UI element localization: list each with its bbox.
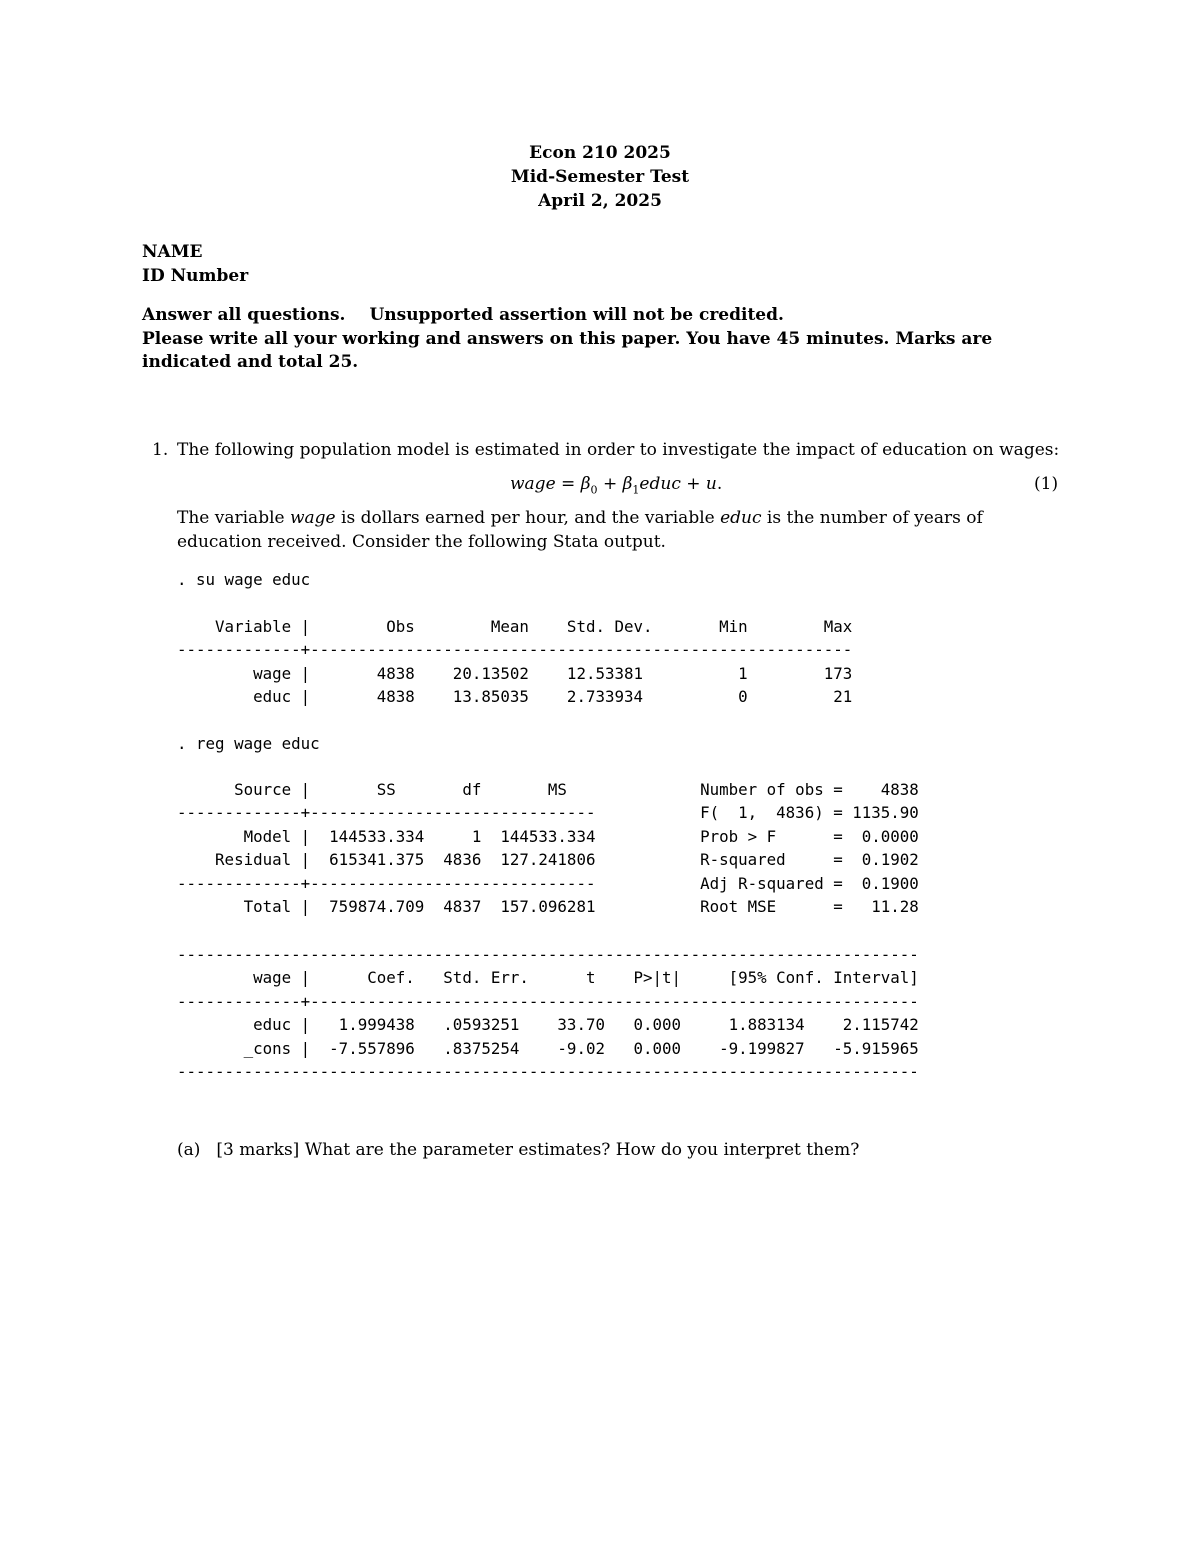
var-wage: wage bbox=[289, 508, 336, 528]
stata-regress-command: . reg wage educ bbox=[177, 734, 320, 753]
course-title: Econ 210 2025 bbox=[529, 143, 671, 163]
question-intro: The following population model is estimated in order to investigate the impact of education on wages: bbox=[177, 440, 1060, 460]
desc-text-c: is the number of years of education received. Consider the following Stata output. bbox=[177, 508, 983, 552]
equation-formula: wage = $\beta_0$ + $\beta_1educ + u$. bbox=[510, 474, 723, 497]
id-number-label: ID Number bbox=[142, 266, 249, 286]
instructions-line-2: Please write all your working and answers on this paper. You have 45 minutes. Marks are indicated and total 25. bbox=[142, 328, 993, 372]
part-label: (a) bbox=[177, 1140, 201, 1160]
instruction-unsupported: Unsupported assertion will not be credited. bbox=[369, 305, 784, 325]
test-title: Mid-Semester Test bbox=[510, 167, 690, 187]
question-1a bbox=[177, 1138, 1062, 1162]
stata-coefficient-table: ------------------------------------------------------------------------------ wage | Coef. Std. Err. t P>|t| [95% Conf. Interval] -------------+---------------------------------------------------------------- educ | 1.999438 .0593251 33.70 0.000 1.883134 2.115742 _cons | -7.557896 .8375254 -9.02 0.000 -9.199827 -5.915965 ------------------------------------------------------------------------------ bbox=[177, 945, 919, 1082]
stata-anova-table: Source | SS df MS Number of obs = 4838 -------------+------------------------------ F( 1, 4836) = 1135.90 Model | 144533.334 1 144533.334 Prob > F = 0.0000 Residual | 615341.375 4836 127.241806 R-squared = 0.1902 -------------+------------------------------ Adj R-squared = 0.1900 Total | 759874.709 4837 157.096281 Root MSE = 11.28 bbox=[177, 780, 919, 917]
desc-text-b: is dollars earned per hour, and the variable bbox=[335, 508, 721, 528]
part-text: What are the parameter estimates? How do you interpret them? bbox=[304, 1140, 860, 1160]
test-date: April 2, 2025 bbox=[538, 191, 662, 211]
name-label: NAME bbox=[142, 242, 203, 262]
student-id-block bbox=[142, 240, 248, 288]
part-marks: [3 marks] bbox=[216, 1140, 300, 1160]
question-number: 1. bbox=[152, 440, 169, 460]
instructions bbox=[142, 304, 1062, 375]
variable-description bbox=[177, 506, 1062, 554]
instruction-answer-all: Answer all questions. bbox=[142, 305, 346, 325]
exam-header bbox=[0, 141, 1200, 213]
var-educ: educ bbox=[720, 508, 762, 528]
stata-summary-command: . su wage educ bbox=[177, 570, 311, 589]
instructions-line-1 bbox=[142, 304, 1062, 328]
desc-text-a: The variable bbox=[177, 508, 290, 528]
stata-summary-table: Variable | Obs Mean Std. Dev. Min Max -------------+--------------------------------------------------------- wage | 4838 20.13502 12.53381 1 173 educ | 4838 13.85035 2.733934 0 21 bbox=[177, 617, 853, 707]
equation-number: (1) bbox=[1034, 474, 1059, 494]
